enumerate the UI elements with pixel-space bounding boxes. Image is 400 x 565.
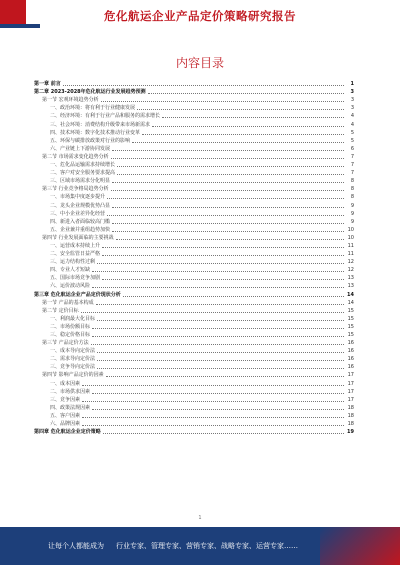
toc-entry[interactable] [34, 307, 354, 315]
toc-leader-dots [137, 109, 344, 110]
toc-entry-title: 二、市场供求因素 [50, 388, 91, 395]
toc-leader-dots [117, 166, 344, 167]
toc-entry-title: 三、竞争导向定价法 [50, 364, 96, 371]
footer-tags: 行业专家、管理专家、营销专家、战略专家、运营专家…… [116, 542, 298, 550]
toc-entry-page: 7 [350, 170, 354, 177]
toc-leader-dots [103, 433, 344, 434]
toc-entry[interactable] [34, 201, 354, 209]
toc-entry-title: 第二节 市场需求变化趋势分析 [42, 153, 109, 160]
toc-leader-dots [162, 117, 344, 118]
toc-leader-dots [107, 198, 344, 199]
toc-entry-page: 17 [347, 380, 354, 387]
toc-entry[interactable] [34, 169, 354, 177]
toc-entry[interactable] [34, 112, 354, 120]
toc-entry[interactable] [34, 218, 354, 226]
toc-leader-dots [111, 190, 344, 191]
toc-leader-dots [111, 158, 344, 159]
toc-entry[interactable] [34, 226, 354, 234]
toc-entry-title: 四、专业人才短缺 [50, 267, 91, 274]
toc-leader-dots [91, 344, 344, 345]
toc-entry-page: 11 [347, 251, 354, 258]
toc-entry-title: 第四节 行业发展面临的主要挑战 [42, 234, 114, 241]
toc-entry-title: 五、国际市场竞争加剧 [50, 275, 101, 282]
toc-leader-dots [117, 174, 344, 175]
toc-entry-page: 15 [347, 323, 354, 330]
toc-entry-title: 五、客户因素 [50, 412, 81, 419]
toc-entry-title: 一、市场集中度逐步提升 [50, 194, 106, 201]
toc-leader-dots [92, 409, 344, 410]
toc-entry[interactable] [34, 274, 354, 282]
toc-entry-title: 六、品牌因素 [50, 421, 81, 428]
toc-entry[interactable] [34, 282, 354, 290]
toc-entry-page: 9 [350, 218, 354, 225]
toc-entry-title: 五、环保与碳排放政策对行业的影响 [50, 137, 131, 144]
document-title: 危化航运企业产品定价策略研究报告 [104, 9, 296, 23]
header-accent-bar [0, 24, 40, 28]
toc-leader-dots [101, 101, 344, 102]
toc-leader-dots [112, 231, 344, 232]
toc-leader-dots [107, 215, 344, 216]
toc-leader-dots [116, 239, 344, 240]
toc-entry[interactable] [34, 145, 354, 153]
toc-entry-page: 16 [347, 364, 354, 371]
toc-entry[interactable] [34, 412, 354, 420]
toc-entry-title: 六、运价波动风险 [50, 283, 91, 290]
toc-entry-page: 3 [350, 105, 354, 112]
toc-entry-title: 五、企业兼并重组趋势加快 [50, 226, 111, 233]
toc-entry-page: 15 [347, 332, 354, 338]
toc-entry-page: 17 [347, 388, 354, 395]
toc-entry-page: 9 [350, 210, 354, 217]
toc-leader-dots [97, 368, 344, 369]
toc-leader-dots [92, 287, 344, 288]
toc-entry-page: 4 [350, 113, 354, 120]
toc-entry-title: 三、竞争因素 [50, 396, 81, 403]
toc-entry-page: 16 [347, 340, 354, 347]
toc-entry[interactable] [34, 363, 354, 371]
toc-entry-page: 1 [350, 81, 354, 88]
toc-entry-title: 一、政治环境：将有利于行业健康发展 [50, 105, 136, 112]
toc-leader-dots [112, 207, 344, 208]
toc-leader-dots [82, 401, 344, 402]
toc-entry[interactable] [34, 88, 354, 96]
toc-entry-title: 第四节 影响产品定价的因素 [42, 372, 104, 379]
toc-leader-dots [112, 182, 344, 183]
toc-entry[interactable] [34, 80, 354, 88]
toc-entry-page: 7 [350, 162, 354, 169]
footer-accent [320, 527, 400, 565]
toc-entry[interactable] [34, 96, 354, 104]
toc-entry-page: 8 [350, 194, 354, 201]
toc-entry-page: 13 [347, 283, 354, 290]
toc-leader-dots [106, 376, 344, 377]
toc-entry-title: 二、客户对安全服务要求提高 [50, 170, 116, 177]
toc-leader-dots [97, 320, 344, 321]
toc-entry[interactable] [34, 379, 354, 387]
toc-entry-title: 第三节 行业竞争格局趋势分析 [42, 186, 109, 193]
toc-entry-title: 三、稳定价格目标 [50, 332, 91, 338]
toc-entry-title: 第三章 危化航运企业产品定价现状分析 [34, 291, 121, 298]
toc-entry-title: 四、技术环境：数字化技术推动行业变革 [50, 129, 141, 136]
toc-entry[interactable] [34, 396, 354, 404]
toc-entry-title: 二、需求导向定价法 [50, 356, 96, 363]
toc-entry-title: 三、中小企业差异化经营 [50, 210, 106, 217]
toc-entry-title: 二、龙头企业规模优势凸显 [50, 202, 111, 209]
toc-entry-title: 二、市场份额目标 [50, 323, 91, 330]
toc-leader-dots [102, 247, 344, 248]
toc-entry[interactable] [34, 153, 354, 161]
toc-entry-page: 4 [350, 121, 354, 128]
toc-entry-title: 四、政策法规因素 [50, 404, 91, 411]
toc-entry-title: 三、区域市场需求分化明显 [50, 178, 111, 185]
toc-entry[interactable] [34, 234, 354, 242]
toc-entry-page: 13 [347, 275, 354, 282]
footer-slogan: 让每个人都能成为 [48, 542, 104, 550]
toc-leader-dots [81, 312, 344, 313]
toc-entry-page: 3 [350, 89, 354, 96]
toc-entry-title: 第一章 前言 [34, 81, 61, 88]
toc-entry-page: 17 [347, 396, 354, 403]
toc-leader-dots [123, 296, 344, 297]
toc-entry-page: 12 [347, 267, 354, 274]
toc-leader-dots [152, 126, 344, 127]
toc-entry-page: 10 [347, 234, 354, 241]
toc-entry-page: 17 [347, 372, 354, 379]
toc-entry-page: 6 [350, 145, 354, 152]
toc-entry[interactable] [34, 185, 354, 193]
toc-entry-page: 18 [347, 421, 354, 428]
toc-entry-title: 第二章 2023-2028年危化航运行业发展趋势预测 [34, 89, 146, 96]
toc-leader-dots [92, 393, 344, 394]
toc-entry-title: 第二节 定价目标 [42, 307, 79, 314]
toc-entry-page: 18 [347, 404, 354, 411]
toc-entry[interactable] [34, 161, 354, 169]
toc-entry-title: 一、利润最大化目标 [50, 315, 96, 322]
toc-entry[interactable] [34, 210, 354, 218]
toc-entry[interactable] [34, 299, 354, 307]
toc-entry-title: 一、成本导向定价法 [50, 348, 96, 355]
toc-entry[interactable] [34, 258, 354, 266]
toc-entry[interactable] [34, 388, 354, 396]
toc-entry-page: 8 [350, 178, 354, 185]
toc-entry-title: 四、新进入者面临较高门槛 [50, 218, 111, 225]
toc-entry-page: 10 [347, 226, 354, 233]
toc-leader-dots [97, 360, 344, 361]
toc-entry-title: 一、危化品运输需求持续增长 [50, 162, 116, 169]
toc-entry[interactable] [34, 371, 354, 379]
toc-entry-page: 7 [350, 153, 354, 160]
toc-entry[interactable] [34, 104, 354, 112]
toc-entry[interactable] [34, 331, 354, 339]
toc-entry[interactable] [34, 323, 354, 331]
toc-leader-dots [82, 425, 344, 426]
toc-entry-page: 16 [347, 356, 354, 363]
toc-leader-dots [112, 223, 344, 224]
toc-leader-dots [96, 304, 344, 305]
toc-entry[interactable] [34, 290, 354, 298]
toc-entry[interactable] [34, 347, 354, 355]
toc-entry[interactable] [34, 242, 354, 250]
toc-entry-title: 三、社会环境：消费结构升级带来市场新需求 [50, 121, 151, 128]
toc-entry-page: 5 [350, 129, 354, 136]
toc-entry-title: 三、运力结构性过剩 [50, 259, 96, 266]
toc-leader-dots [92, 271, 344, 272]
toc-entry[interactable] [34, 177, 354, 185]
toc-entry[interactable] [34, 315, 354, 323]
toc-entry[interactable] [34, 137, 354, 145]
toc-entry-page: 14 [347, 299, 354, 306]
toc-leader-dots [132, 142, 344, 143]
toc-entry-page: 3 [350, 97, 354, 104]
toc-entry[interactable] [34, 428, 354, 436]
toc-leader-dots [102, 255, 344, 256]
toc-entry[interactable] [34, 120, 354, 128]
toc-entry-title: 第四章 危化航运企业定价策略 [34, 429, 101, 436]
toc-entry[interactable] [34, 420, 354, 428]
toc-entry-page: 15 [347, 307, 354, 314]
toc-entry-page: 9 [350, 202, 354, 209]
toc-entry-title: 一、运营成本持续上升 [50, 242, 101, 249]
toc-leader-dots [97, 263, 344, 264]
toc-entry-title: 二、经济环境：有利于行业产品和服务的需求增长 [50, 113, 161, 120]
header-band [0, 0, 400, 34]
toc-entry-page: 11 [347, 242, 354, 249]
toc-entry-title: 六、产业链上下游协同发展 [50, 145, 111, 152]
toc-leader-dots [82, 417, 344, 418]
toc-entry-page: 15 [347, 315, 354, 322]
toc-leader-dots [112, 150, 344, 151]
toc-heading: 内容目录 [175, 56, 224, 70]
toc-entry[interactable] [34, 250, 354, 258]
toc-entry-page: 16 [347, 348, 354, 355]
toc-entry[interactable] [34, 266, 354, 274]
toc-entry-page: 12 [347, 259, 354, 266]
toc-entry[interactable] [34, 339, 354, 347]
toc-leader-dots [63, 85, 344, 86]
toc-entry-title: 第三节 产品定价方法 [42, 340, 89, 347]
toc-leader-dots [97, 352, 344, 353]
toc-entry-title: 一、成本因素 [50, 380, 81, 387]
table-of-contents [34, 80, 354, 436]
toc-leader-dots [92, 328, 344, 329]
toc-entry[interactable] [34, 193, 354, 201]
toc-entry-page: 14 [347, 291, 354, 298]
toc-entry-title: 第一节 产品的基本构成 [42, 299, 94, 306]
toc-entry-page: 8 [350, 186, 354, 193]
toc-entry-title: 二、安全监管日益严格 [50, 251, 101, 258]
toc-entry-page: 19 [347, 429, 354, 436]
toc-entry-page: 18 [347, 412, 354, 419]
toc-entry-page: 5 [350, 137, 354, 144]
toc-entry-title: 第一节 宏观环境趋势分析 [42, 97, 99, 104]
toc-entry[interactable] [34, 129, 354, 137]
toc-leader-dots [102, 279, 344, 280]
toc-leader-dots [142, 134, 344, 135]
toc-entry[interactable] [34, 404, 354, 412]
toc-leader-dots [92, 336, 344, 337]
toc-entry[interactable] [34, 355, 354, 363]
toc-leader-dots [82, 385, 344, 386]
page-number: 1 [198, 515, 202, 521]
footer-banner [0, 527, 400, 565]
toc-leader-dots [148, 93, 344, 94]
